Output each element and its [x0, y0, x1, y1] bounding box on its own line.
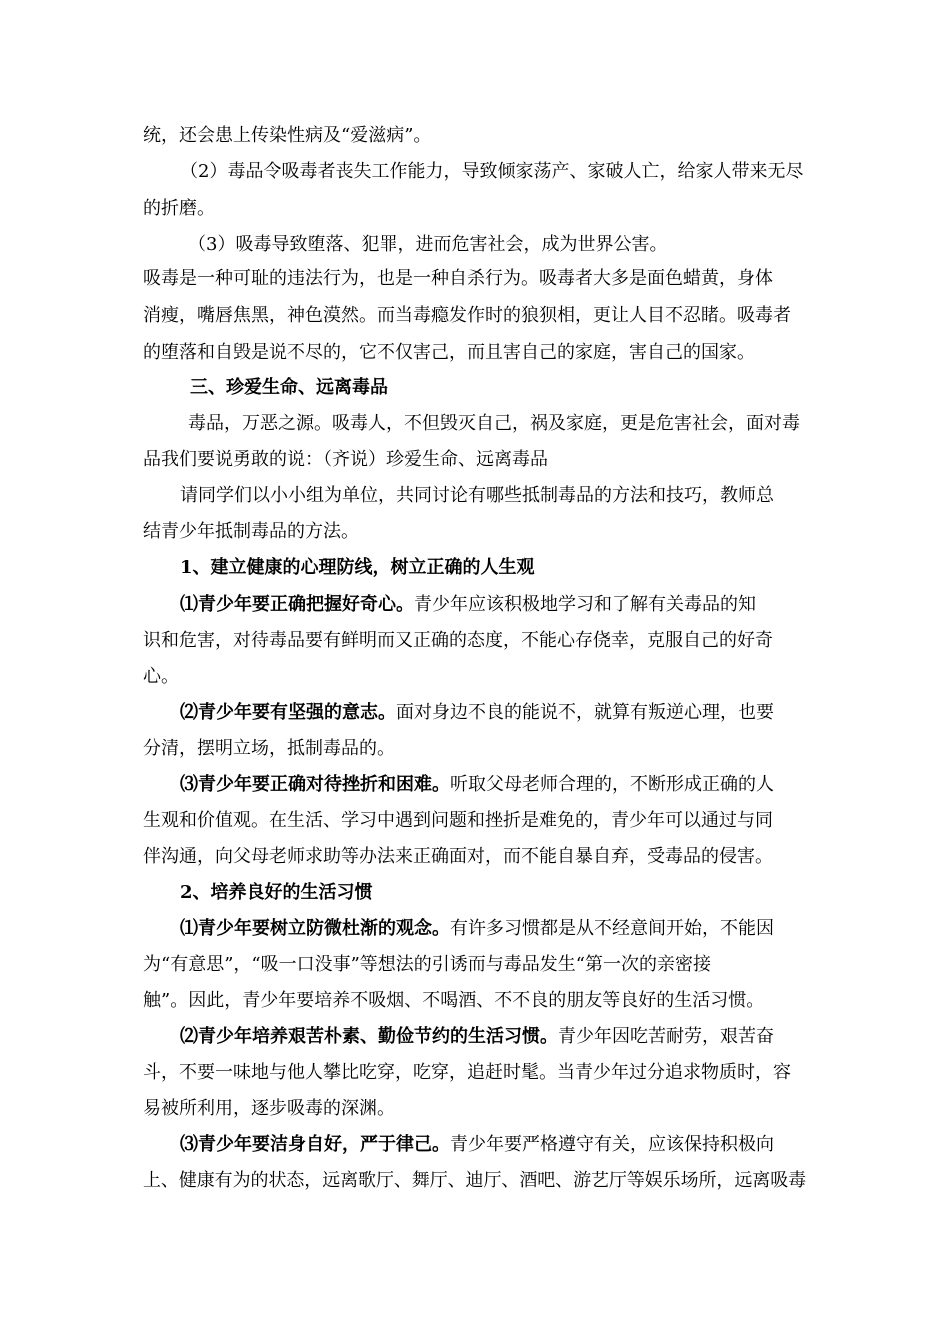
text-line: 的堕落和自毁是说不尽的，它不仅害己，而且害自己的家庭，害自己的国家。 [143, 342, 755, 363]
section-heading: 三、珍爱生命、远离毒品 [190, 377, 388, 398]
text-line: 的折磨。 [143, 198, 215, 219]
text-line: 心。 [143, 666, 179, 687]
text-line: ⑵青少年要有坚强的意志。面对身边不良的能说不，就算有叛逆心理，也要 [180, 702, 774, 723]
subsection-heading: 1、建立健康的心理防线，树立正确的人生观 [180, 557, 535, 578]
text-line: 识和危害，对待毒品要有鲜明而又正确的态度，不能心存侥幸，克服自己的好奇 [143, 630, 773, 651]
text-line: 分清，摆明立场，抵制毒品的。 [143, 738, 395, 759]
text-line: 品我们要说勇敢的说：（齐说）珍爱生命、远离毒品 [143, 449, 548, 470]
text-line: 为“有意思”，“吸一口没事”等想法的引诱而与毒品发生“第一次的亲密接 [143, 954, 712, 975]
text-line: 消瘦，嘴唇焦黑，神色漠然。而当毒瘾发作时的狼狈相，更让人目不忍睹。吸毒者 [143, 305, 791, 326]
text-line: ⑴青少年要树立防微杜渐的观念。有许多习惯都是从不经意间开始，不能因 [180, 918, 774, 939]
subsection-heading: 2、培养良好的生活习惯 [180, 882, 373, 903]
text-line: 结青少年抵制毒品的方法。 [143, 521, 359, 542]
text-line: 生观和价值观。在生活、学习中遇到问题和挫折是难免的，青少年可以通过与同 [143, 810, 773, 831]
text-line: ⑶青少年要正确对待挫折和困难。听取父母老师合理的，不断形成正确的人 [180, 774, 774, 795]
text-line: ⑵青少年培养艰苦朴素、勤俭节约的生活习惯。青少年因吃苦耐劳，艰苦奋 [180, 1026, 774, 1047]
text-line: （3）吸毒导致堕落、犯罪，进而危害社会，成为世界公害。 [188, 234, 668, 255]
text-line: 易被所利用，逐步吸毒的深渊。 [143, 1098, 395, 1119]
text-line: 上、健康有为的状态，远离歌厅、舞厅、迪厅、酒吧、游艺厅等娱乐场所，远离吸毒 [143, 1170, 807, 1191]
text-line: 触”。因此，青少年要培养不吸烟、不喝酒、不不良的朋友等良好的生活习惯。 [143, 990, 765, 1011]
text-line: 统，还会患上传染性病及“爱滋病”。 [143, 125, 432, 146]
text-line: 斗，不要一味地与他人攀比吃穿，吃穿，追赶时髦。当青少年过分追求物质时，容 [143, 1062, 791, 1083]
text-line: 吸毒是一种可耻的违法行为，也是一种自杀行为。吸毒者大多是面色蜡黄，身体 [143, 268, 773, 289]
text-line: ⑴青少年要正确把握好奇心。青少年应该积极地学习和了解有关毒品的知 [180, 594, 756, 615]
text-line: 伴沟通，向父母老师求助等办法来正确面对，而不能自暴自弃，受毒品的侵害。 [143, 846, 773, 867]
text-line: （2）毒品令吸毒者丧失工作能力，导致倾家荡产、家破人亡，给家人带来无尽 [180, 161, 804, 182]
text-line: 毒品，万恶之源。吸毒人，不但毁灭自己，祸及家庭，更是危害社会，面对毒 [188, 413, 800, 434]
text-line: 请同学们以小小组为单位，共同讨论有哪些抵制毒品的方法和技巧，教师总 [180, 485, 774, 506]
text-line: ⑶青少年要洁身自好，严于律己。青少年要严格遵守有关，应该保持积极向 [180, 1134, 774, 1155]
